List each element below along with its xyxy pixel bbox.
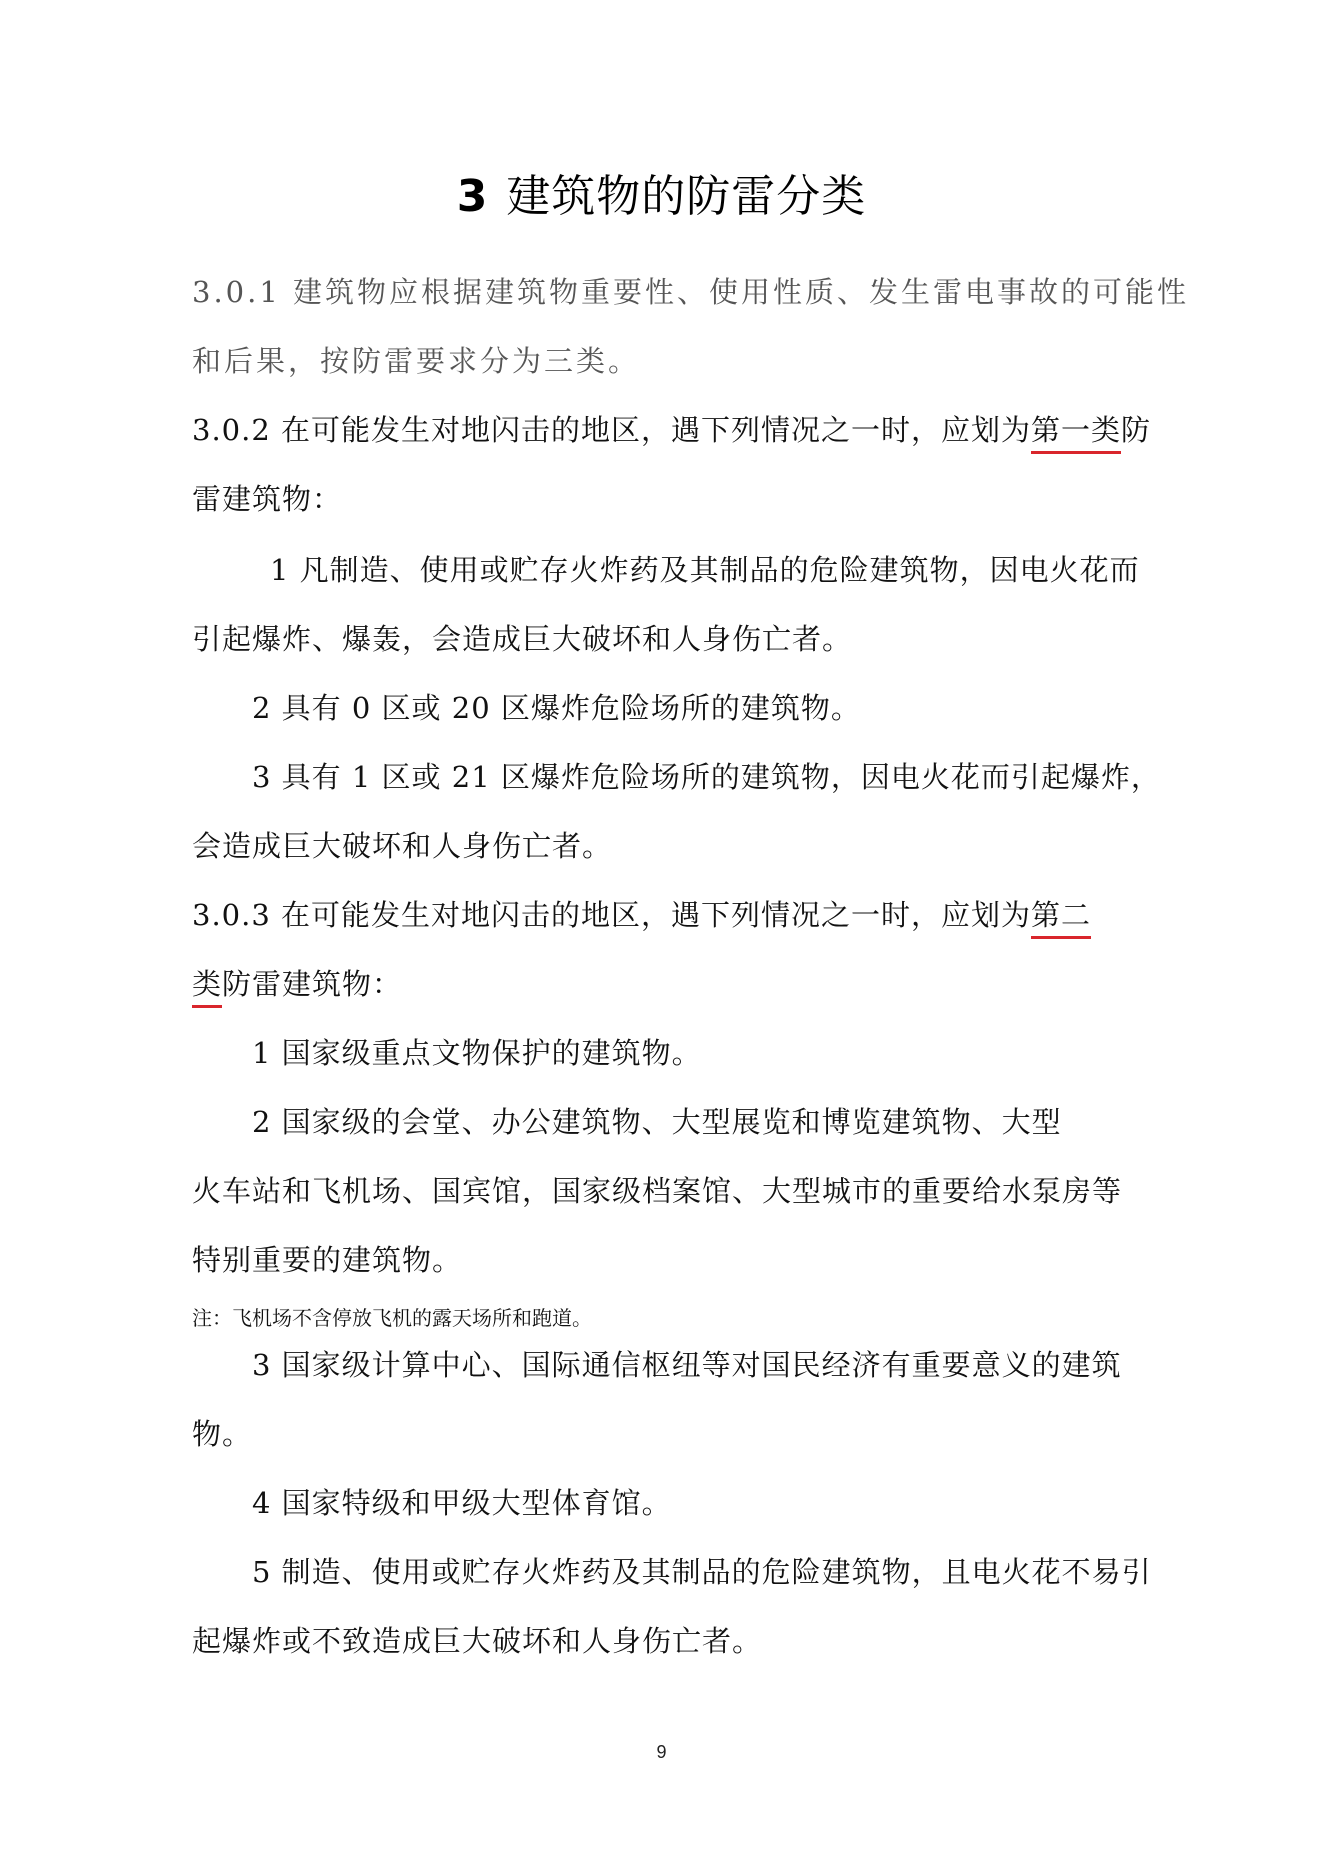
- clause-3-0-2-line1: [192, 412, 1151, 448]
- clause-3-0-3-item3-line1: 3 国家级计算中心、国际通信枢纽等对国民经济有重要意义的建筑: [252, 1348, 1122, 1382]
- clause-3-0-2-item3-line1: 3 具有 1 区或 21 区爆炸危险场所的建筑物，因电火花而引起爆炸，: [252, 760, 1161, 794]
- clause-3-0-3-line2-suffix: 防雷建筑物：: [222, 967, 403, 1001]
- clause-3-0-2-item2: 2 具有 0 区或 20 区爆炸危险场所的建筑物。: [252, 691, 861, 725]
- clause-3-0-3-item5-line2: 起爆炸或不致造成巨大破坏和人身伤亡者。: [192, 1624, 763, 1658]
- clause-3-0-3-prefix: 3.0.3 在可能发生对地闪击的地区，遇下列情况之一时，应划为: [192, 898, 1032, 932]
- clause-3-0-1-line1: 3.0.1 建筑物应根据建筑物重要性、使用性质、发生雷电事故的可能性: [192, 275, 1190, 309]
- clause-3-0-3-line1: [192, 897, 1091, 933]
- chapter-title: [0, 160, 1323, 224]
- clause-3-0-2-item3-line2: 会造成巨大破坏和人身伤亡者。: [192, 829, 613, 863]
- clause-3-0-3-item1: 1 国家级重点文物保护的建筑物。: [252, 1036, 702, 1070]
- clause-3-0-3-note: 注：飞机场不含停放飞机的露天场所和跑道。: [192, 1306, 592, 1330]
- clause-3-0-3-item2-line3: 特别重要的建筑物。: [192, 1243, 463, 1277]
- clause-3-0-2-line2: 雷建筑物：: [192, 482, 343, 516]
- clause-3-0-2-item1-line1: 1 凡制造、使用或贮存火炸药及其制品的危险建筑物，因电火花而: [270, 553, 1140, 587]
- clause-3-0-3-item2-line1: 2 国家级的会堂、办公建筑物、大型展览和博览建筑物、大型: [252, 1105, 1062, 1139]
- second-class-underlined-part1: 第二: [1031, 898, 1091, 939]
- clause-3-0-1-line2: 和后果，按防雷要求分为三类。: [192, 344, 641, 378]
- second-class-underlined-part2: 类: [192, 967, 222, 1008]
- clause-3-0-3-item3-line2: 物。: [192, 1417, 253, 1451]
- clause-3-0-3-item4: 4 国家特级和甲级大型体育馆。: [252, 1486, 672, 1520]
- clause-3-0-3-item2-line2: 火车站和飞机场、国宾馆，国家级档案馆、大型城市的重要给水泵房等: [192, 1174, 1123, 1208]
- clause-3-0-2-suffix: 防: [1121, 413, 1152, 447]
- clause-3-0-3-item5-line1: 5 制造、使用或贮存火炸药及其制品的危险建筑物，且电火花不易引: [252, 1555, 1152, 1589]
- chapter-title-text: 建筑物的防雷分类: [506, 171, 867, 222]
- chapter-number: 3: [456, 171, 489, 222]
- clause-3-0-3-line2: [192, 966, 402, 1002]
- page-number: 9: [656, 1742, 667, 1762]
- clause-3-0-2-item1-line2: 引起爆炸、爆轰，会造成巨大破坏和人身伤亡者。: [192, 622, 853, 656]
- clause-3-0-2-prefix: 3.0.2 在可能发生对地闪击的地区，遇下列情况之一时，应划为: [192, 413, 1032, 447]
- first-class-underlined: 第一类: [1031, 413, 1121, 454]
